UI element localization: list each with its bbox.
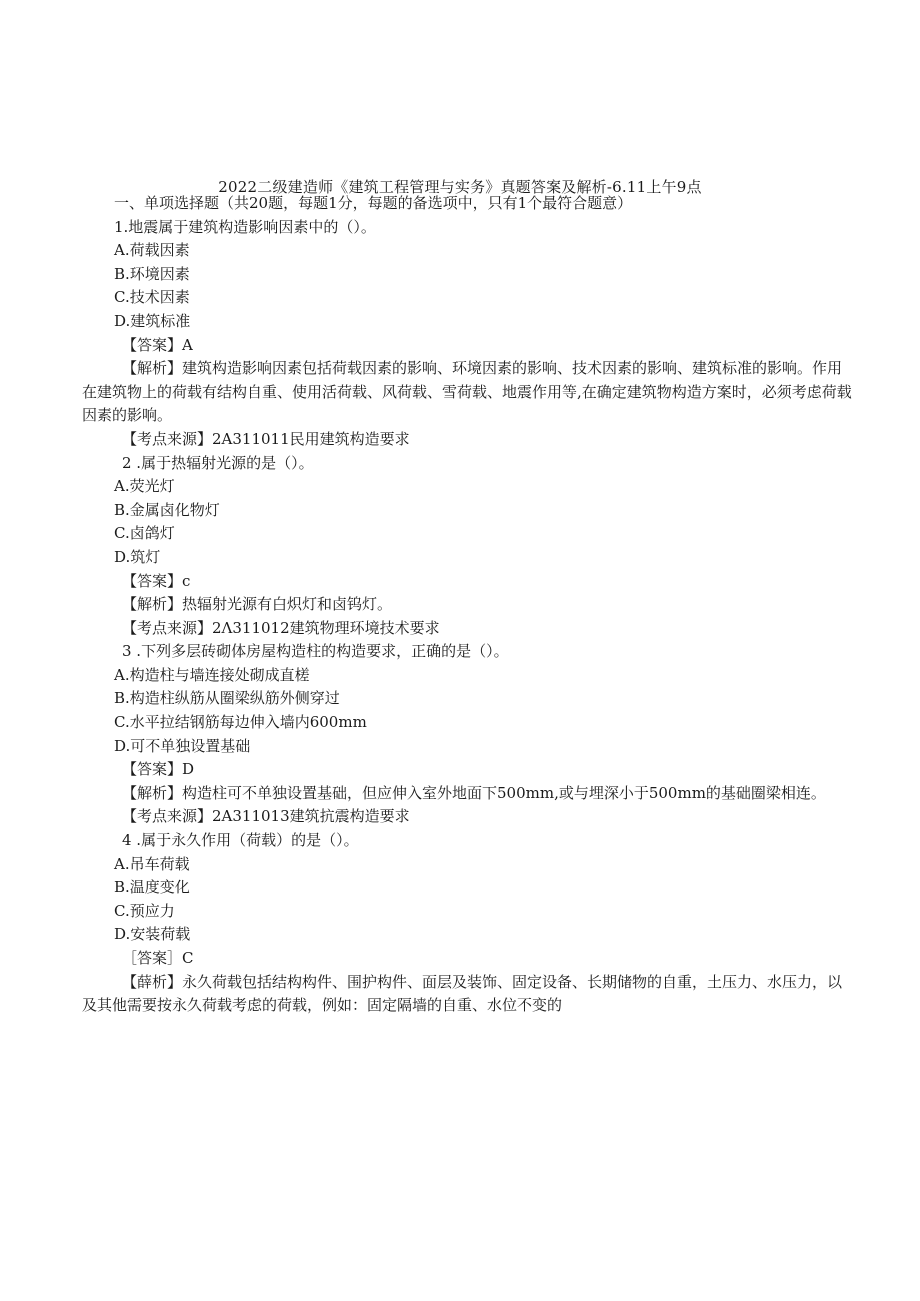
analysis-text: 【解析】建筑构造影响因素包括荷载因素的影响、环境因素的影响、技术因素的影响、建筑标准的影响。作用在建筑物上的荷载有结构自重、使用活荷载、风荷载、雪荷载、地震作用等,在确定建筑物构造方案时，必须考虑荷载因素的影响。 xyxy=(82,359,852,425)
option-a: A.构造柱与墙连接处砌成直槎 xyxy=(114,665,310,684)
option-d: D.筑灯 xyxy=(114,547,161,566)
option-c: C.卤鸽灯 xyxy=(114,524,175,543)
source-line: 【考点来源】2A311013建筑抗震构造要求 xyxy=(122,807,410,826)
document-body xyxy=(82,192,862,1018)
question-stem: 1.地震属于建筑构造影响因素中的（）。 xyxy=(114,217,376,236)
source-line: 【考点来源】2Λ311012建筑物理环境技术要求 xyxy=(122,618,440,637)
option-d: D.建筑标准 xyxy=(114,311,191,330)
analysis-text: 【薛析】永久荷载包括结构构件、围护构件、面层及装饰、固定设备、长期储物的自重，土压力、水压力，以及其他需要按永久荷载考虑的荷载，例如：固定隔墙的自重、水位不变的 xyxy=(82,972,843,1015)
option-d: D.安装荷载 xyxy=(114,925,191,944)
option-d: D.可不单独设置基础 xyxy=(114,736,251,755)
analysis-text: 【解析】热辐射光源有白炽灯和卤钨灯。 xyxy=(122,595,393,614)
option-c: C.水平拉结钢筋每边伸入墙内600mm xyxy=(114,713,367,732)
option-b: B.环境因素 xyxy=(114,264,190,283)
option-a: A.荷载因素 xyxy=(114,241,190,260)
section-heading: 一、单项选择题（共20题，每题1分，每题的备选项中，只有1个最符合题意） xyxy=(114,194,633,212)
analysis-text: 【解析】构造柱可不单独设置基础，但应伸入室外地面下500mm,或与埋深小于500mm的基础圈梁相连。 xyxy=(122,783,826,802)
option-b: B.金属卤化物灯 xyxy=(114,500,220,519)
option-c: C.技术因素 xyxy=(114,288,190,307)
option-c: C.预应力 xyxy=(114,901,175,920)
question-4 xyxy=(82,829,862,1018)
answer-line: 【答案】c xyxy=(122,571,191,590)
option-a: A.荧光灯 xyxy=(114,477,175,496)
question-stem: 3 .下列多层砖砌体房屋构造柱的构造要求，正确的是（）。 xyxy=(122,642,509,661)
answer-line: 【答案】D xyxy=(122,760,195,779)
question-2 xyxy=(82,452,862,641)
question-stem: 4 .属于永久作用（荷载）的是（）。 xyxy=(122,831,359,850)
source-line: 【考点来源】2A311011民用建筑构造要求 xyxy=(122,429,410,448)
answer-line: ［答案］C xyxy=(122,949,194,967)
document-title: 2022二级建造师《建筑工程管理与实务》真题答案及解析-6.11上午9点 xyxy=(218,178,702,196)
question-1 xyxy=(82,216,862,452)
question-stem: 2 .属于热辐射光源的是（）。 xyxy=(122,453,314,472)
option-b: B.构造柱纵筋从圈梁纵筋外侧穿过 xyxy=(114,689,340,708)
option-a: A.吊车荷载 xyxy=(114,854,190,873)
question-3 xyxy=(82,640,862,829)
answer-line: 【答案】A xyxy=(122,335,193,354)
option-b: B.温度变化 xyxy=(114,878,190,897)
